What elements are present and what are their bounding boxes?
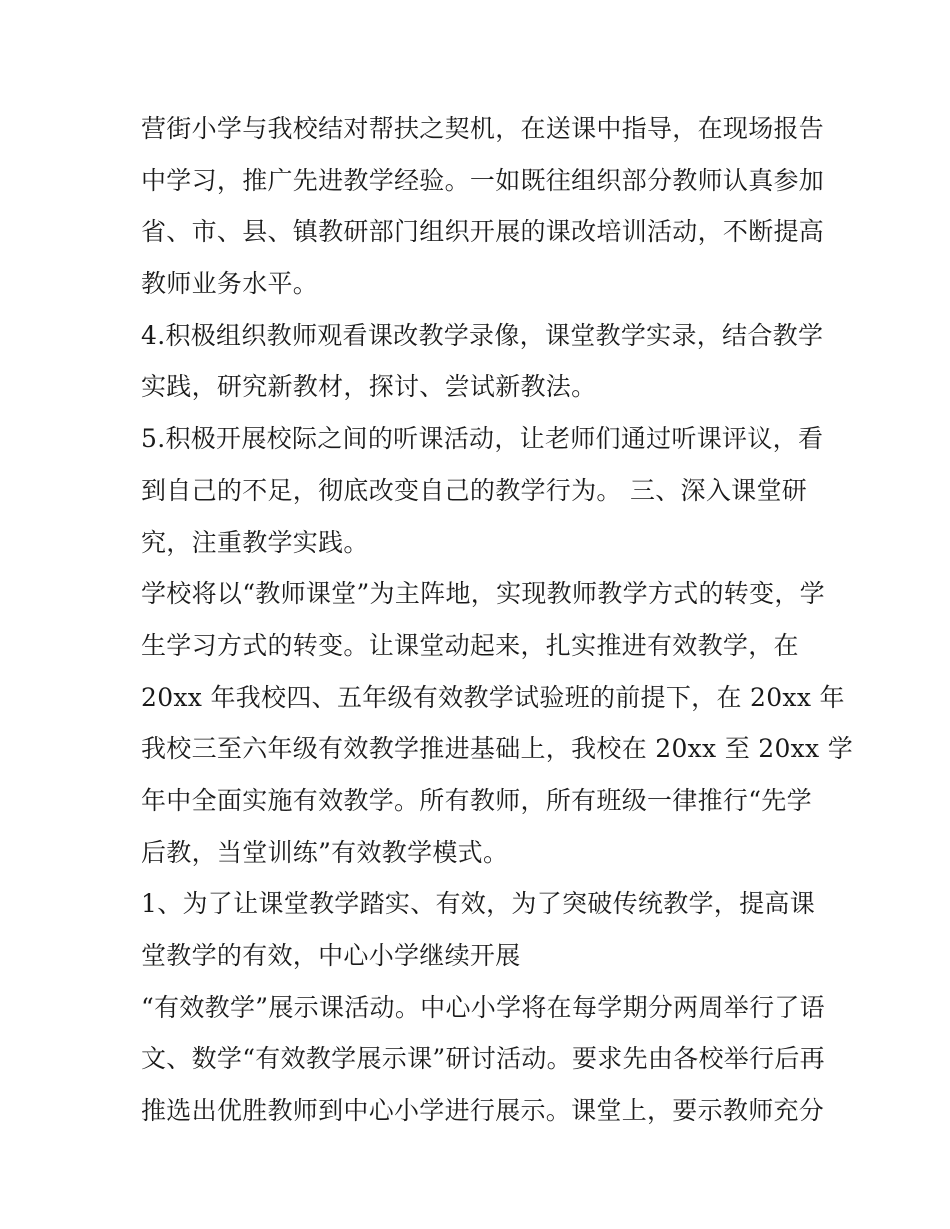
text-line: 后教，当堂训练”有效教学模式。 [141, 837, 509, 867]
document-body [141, 103, 854, 1137]
text-line: 生学习方式的转变。让课堂动起来，扎实推进有效教学，在 [141, 630, 799, 660]
text-line: 学校将以“教师课堂”为主阵地，实现教师教学方式的转变，学 [141, 579, 825, 609]
text-line: 营街小学与我校结对帮扶之契机，在送课中指导，在现场报告 [141, 114, 825, 143]
text-line: 省、市、县、镇教研部门组织开展的课改培训活动，不断提高 [141, 217, 825, 247]
text-line: 20xx 年我校四、五年级有效教学试验班的前提下，在 20xx 年 [141, 682, 845, 712]
text-line: 推选出优胜教师到中心小学进行展示。课堂上，要示教师充分 [141, 1096, 825, 1126]
text-line: 教师业务水平。 [141, 269, 319, 299]
text-line: 我校三至六年级有效教学推进基础上，我校在 20xx 至 20xx 学 [141, 734, 854, 764]
text-line: 实践，研究新教材，探讨、尝试新教法。 [141, 372, 597, 402]
text-line: 年中全面实施有效教学。所有教师，所有班级一律推行“先学 [141, 785, 812, 815]
text-line: 中学习，推广先进教学经验。一如既往组织部分教师认真参加 [141, 165, 825, 195]
text-line: 到自己的不足，彻底改变自己的教学行为。 三、深入课堂研 [141, 475, 808, 505]
text-line: 堂教学的有效，中心小学继续开展 [141, 941, 521, 970]
text-line: “有效教学”展示课活动。中心小学将在每学期分两周举行了语 [141, 992, 825, 1022]
text-line: 文、数学“有效教学展示课”研讨活动。要求先由各校举行后再 [141, 1044, 825, 1074]
text-line: 1、为了让课堂教学踏实、有效，为了突破传统教学，提高课 [141, 889, 816, 919]
text-line: 究，注重教学实践。 [141, 527, 369, 557]
text-line: 5.积极开展校际之间的听课活动，让老师们通过听课评议，看 [141, 424, 824, 454]
text-line: 4.积极组织教师观看课改教学录像，课堂教学实录，结合教学 [141, 320, 824, 350]
